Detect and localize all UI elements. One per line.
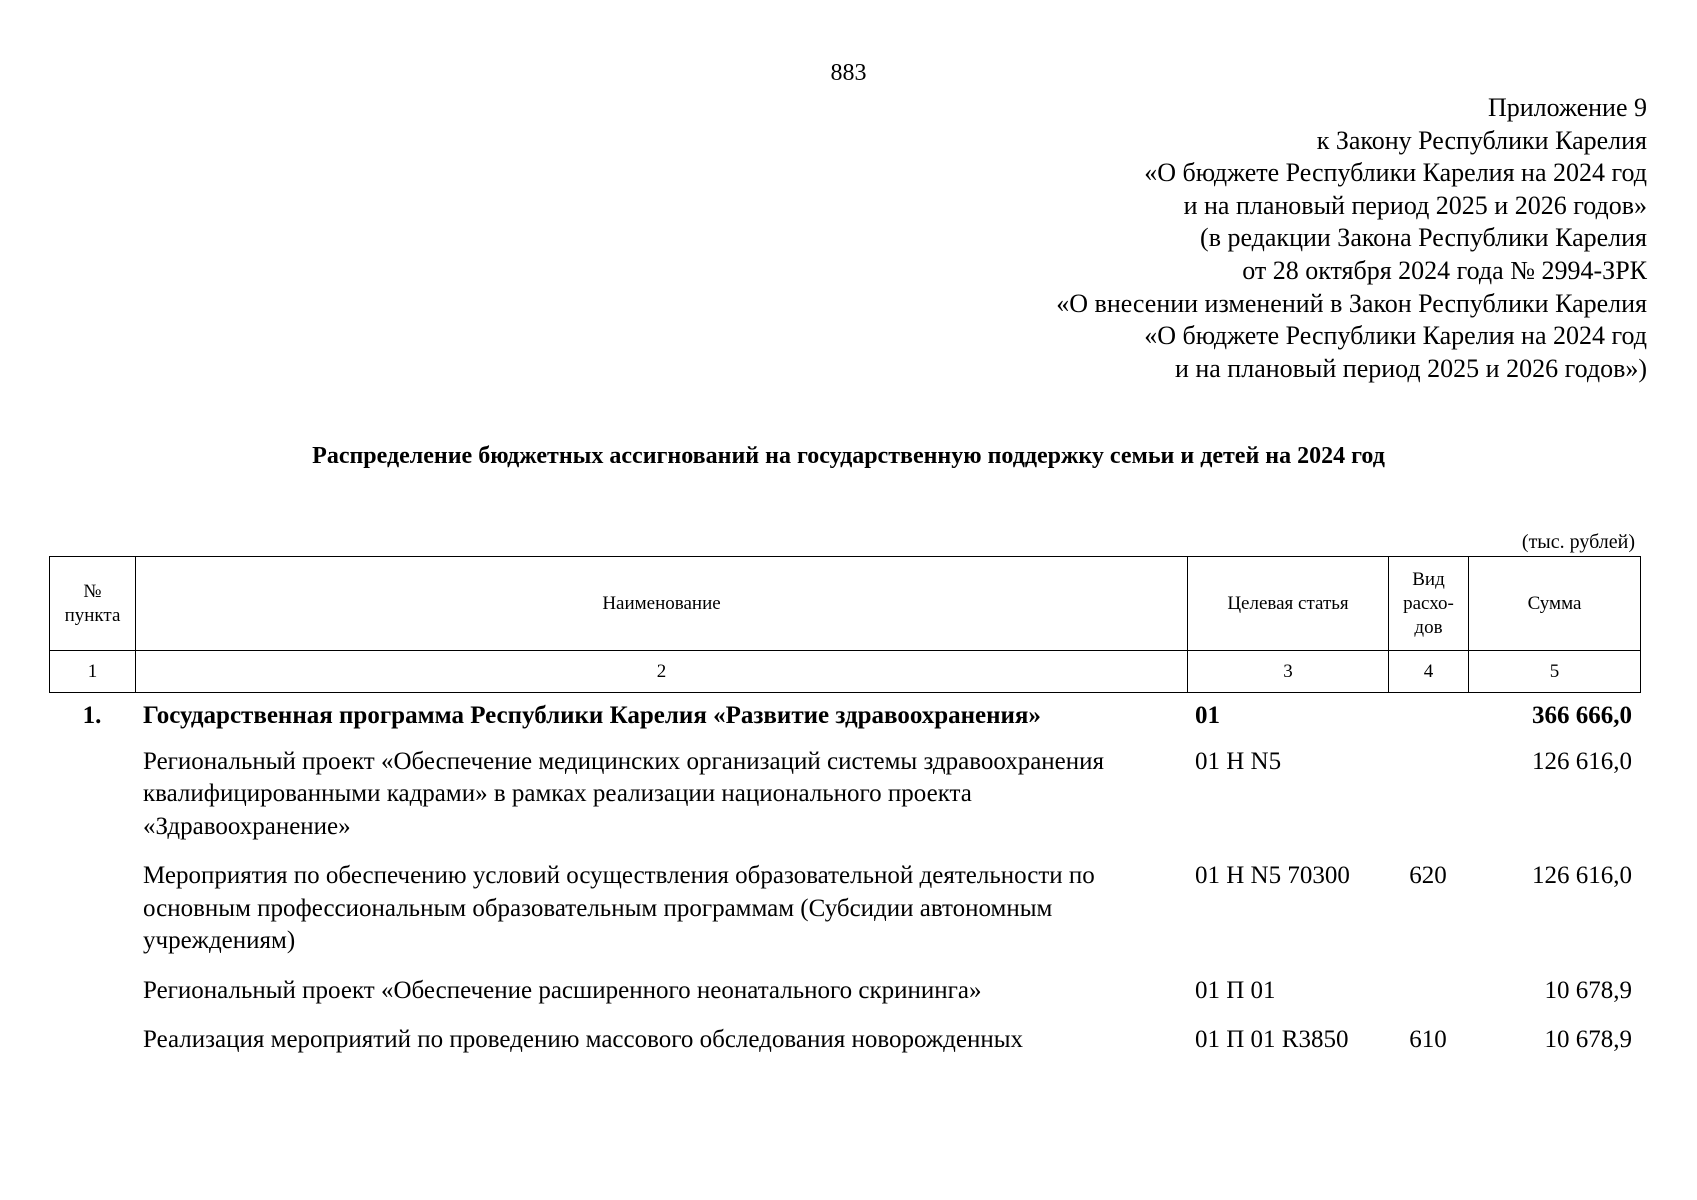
row-name: Региональный проект «Обеспечение расширенного неонатального скрининга» — [143, 976, 982, 1004]
units-label: (тыс. рублей) — [1521, 531, 1635, 553]
table-body — [49, 700, 1640, 1074]
appendix-line: «О бюджете Республики Карелия на 2024 год — [1144, 158, 1647, 188]
header-kind: Вид расхо-дов — [1389, 557, 1469, 651]
column-numbers-row — [50, 651, 1641, 693]
row-target: 01 Н N5 70300 — [1195, 862, 1350, 889]
table-header — [49, 556, 1641, 693]
table-row — [49, 975, 1640, 1025]
row-kind: 610 — [1409, 1026, 1447, 1053]
row-sum: 10 678,9 — [1544, 976, 1632, 1004]
header-name: Наименование — [136, 557, 1188, 651]
header-row — [50, 557, 1641, 651]
column-number: 3 — [1188, 651, 1389, 693]
appendix-line: «О внесении изменений в Закон Республики Карелия — [1056, 288, 1647, 318]
row-sum: 126 616,0 — [1532, 862, 1632, 889]
appendix-block — [1056, 92, 1647, 385]
column-number: 5 — [1469, 651, 1641, 693]
row-target: 01 П 01 R3850 — [1195, 1026, 1349, 1053]
header-number: № пункта — [50, 557, 136, 651]
appendix-line: и на плановый период 2025 и 2026 годов») — [1174, 353, 1647, 383]
row-name: Государственная программа Республики Карелия «Развитие здравоохранения» — [143, 702, 1041, 729]
row-name: Региональный проект «Обеспечение медицинских организаций системы здравоохранения квалифицированными кадрами» в рамках реализации национального проекта «Здравоохранение» — [143, 747, 1105, 840]
row-number — [49, 1024, 135, 1074]
column-number: 4 — [1389, 651, 1469, 693]
row-number — [49, 860, 135, 975]
row-target: 01 Н N5 — [1195, 747, 1282, 775]
row-number — [49, 746, 135, 861]
appendix-line: Приложение 9 — [1487, 93, 1647, 122]
table-row — [49, 1024, 1640, 1074]
row-number — [49, 975, 135, 1025]
row-target: 01 — [1195, 702, 1220, 729]
table-row — [49, 746, 1640, 861]
appendix-line: и на плановый период 2025 и 2026 годов» — [1183, 190, 1647, 220]
document-title: Распределение бюджетных ассигнований на государственную поддержку семьи и детей на 2024 год — [312, 443, 1385, 469]
appendix-line: «О бюджете Республики Карелия на 2024 год — [1144, 321, 1647, 351]
table-row — [49, 860, 1640, 975]
page-number: 883 — [830, 60, 867, 86]
header-target: Целевая статья — [1188, 557, 1389, 651]
row-sum: 126 616,0 — [1532, 747, 1632, 775]
column-number: 1 — [50, 651, 136, 693]
row-name: Реализация мероприятий по проведению массового обследования новорожденных — [143, 1026, 1024, 1053]
appendix-line: (в редакции Закона Республики Карелия — [1200, 223, 1647, 253]
row-target: 01 П 01 — [1195, 976, 1276, 1004]
row-kind — [1388, 746, 1468, 861]
column-number: 2 — [136, 651, 1188, 693]
row-kind — [1388, 975, 1468, 1025]
appendix-line: от 28 октября 2024 года № 2994-ЗРК — [1242, 255, 1647, 285]
appendix-line: к Закону Республики Карелия — [1316, 125, 1647, 155]
row-kind — [1388, 700, 1468, 746]
row-sum: 366 666,0 — [1532, 702, 1632, 729]
row-kind: 620 — [1409, 862, 1447, 889]
header-sum: Сумма — [1469, 557, 1641, 651]
row-sum: 10 678,9 — [1544, 1026, 1632, 1053]
row-number: 1. — [82, 702, 102, 729]
row-name: Мероприятия по обеспечению условий осуществления образовательной деятельности по основным профессиональным образовательным программам (Субсидии автономным учреждениям) — [143, 862, 1095, 954]
table-row — [49, 700, 1640, 746]
